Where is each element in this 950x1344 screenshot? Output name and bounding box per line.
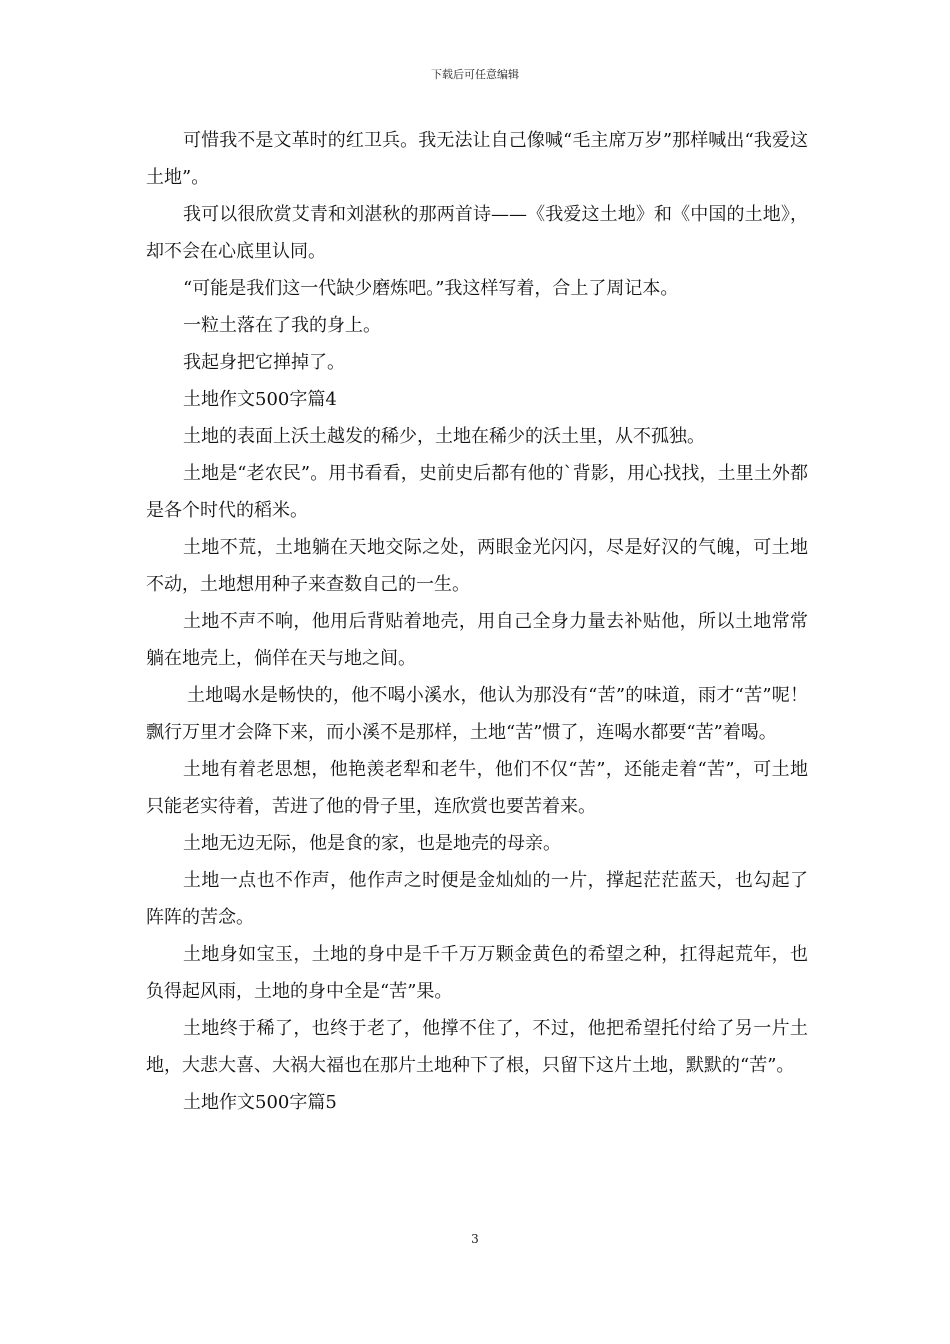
paragraph: 土地一点也不作声，他作声之时便是金灿灿的一片，撑起茫茫蓝天，也勾起了阵阵的苦念。 xyxy=(146,870,808,928)
page-header: 下载后可任意编辑 xyxy=(431,68,519,81)
paragraph: 土地喝水是畅快的，他不喝小溪水，他认为那没有“苦”的味道，雨才“苦”呢！飘行万里才会降下来，而小溪不是那样，土地“苦”惯了，连喝水都要“苦”着喝。 xyxy=(146,685,808,743)
paragraph: 可惜我不是文革时的红卫兵。我无法让自己像喊“毛主席万岁”那样喊出“我爱这土地”。 xyxy=(146,130,808,188)
paragraph: 土地不声不响，他用后背贴着地壳，用自己全身力量去补贴他，所以土地常常躺在地壳上，倘佯在天与地之间。 xyxy=(146,611,808,669)
paragraph: 土地不荒，土地躺在天地交际之处，两眼金光闪闪，尽是好汉的气魄，可土地不动，土地想用种子来查数自己的一生。 xyxy=(146,537,808,595)
paragraph: 土地终于稀了，也终于老了，他撑不住了，不过，他把希望托付给了另一片土地，大悲大喜、大祸大福也在那片土地种下了根，只留下这片土地，默默的“苦”。 xyxy=(146,1018,808,1076)
paragraph: 土地无边无际，他是食的家，也是地壳的母亲。 xyxy=(183,833,561,854)
section-heading: 土地作文500字篇4 xyxy=(183,389,337,410)
paragraph: 土地身如宝玉，土地的身中是千千万万颗金黄色的希望之种，扛得起荒年，也负得起风雨，土地的身中全是“苦”果。 xyxy=(146,944,808,1002)
paragraph: 土地是“老农民”。用书看看，史前史后都有他的`背影，用心找找，土里土外都是各个时代的稻米。 xyxy=(146,463,808,521)
paragraph: 土地的表面上沃土越发的稀少，土地在稀少的沃土里，从不孤独。 xyxy=(183,426,705,447)
paragraph: “可能是我们这一代缺少磨炼吧。”我这样写着，合上了周记本。 xyxy=(183,278,679,299)
paragraph: 我起身把它掸掉了。 xyxy=(183,352,345,373)
paragraph: 土地有着老思想，他艳羡老犁和老牛，他们不仅“苦”，还能走着“苦”，可土地只能老实待着，苦进了他的骨子里，连欣赏也要苦着来。 xyxy=(146,759,808,817)
paragraph: 一粒土落在了我的身上。 xyxy=(183,315,381,336)
section-heading: 土地作文500字篇5 xyxy=(183,1092,337,1113)
paragraph: 我可以很欣赏艾青和刘湛秋的那两首诗——《我爱这土地》和《中国的土地》，却不会在心底里认同。 xyxy=(146,204,808,262)
document-body xyxy=(146,122,808,1121)
page-number: 3 xyxy=(471,1232,479,1246)
